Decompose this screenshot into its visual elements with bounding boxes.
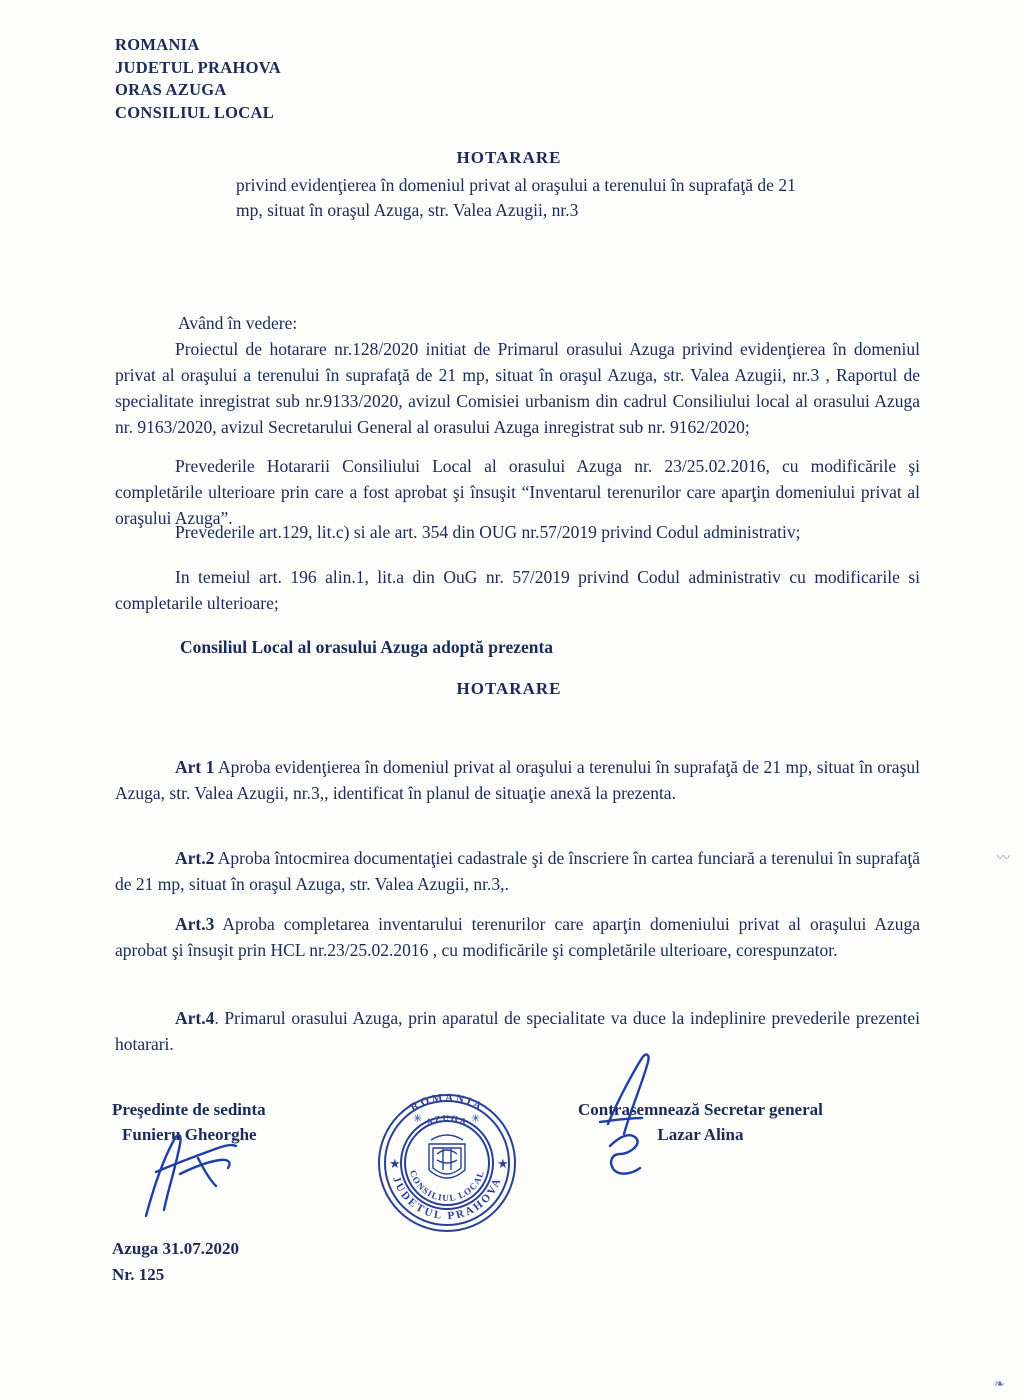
president-role: Preşedinte de sedinta	[112, 1100, 266, 1119]
subtitle-line-1: privind evidenţierea în domeniul privat al oraşului a terenului în suprafaţă de 21	[236, 175, 796, 195]
svg-text:ROMANIA: ROMANIA	[408, 1091, 486, 1114]
paragraph-prevederi-articole: Prevederile art.129, lit.c) si ale art. 354 din OUG nr.57/2019 privind Codul administrativ;	[175, 522, 801, 542]
paragraph-proiect-hotarare: Proiectul de hotarare nr.128/2020 initiat de Primarul orasului Azuga privind evidenţierea în domeniul privat al oraşului a terenului în suprafaţă de 21 mp, situat în oraşul Azuga, str. Valea Azugii, nr.3 , Raportul de specialitate inregistrat sub nr.9133/2020, avizul Comisiei urbanism din cadrul Consiliului local al orasului Azuga nr. 9163/2020, avizul Secretarului General al orasului Azuga inregistrat sub nr. 9162/2020;	[115, 339, 920, 437]
footer-number: Nr. 125	[112, 1265, 165, 1284]
page-edge-mark-top: 〰	[997, 850, 1011, 865]
adopta-statement: Consiliul Local al orasului Azuga adoptă prezenta	[180, 637, 554, 657]
article-1-text: Aproba evidenţierea în domeniul privat al oraşului a terenului în suprafaţă de 21 mp, situat în oraşul Azuga, str. Valea Azugii, nr.3,, identificat în planul de situaţie anexă la prezenta.	[115, 757, 920, 803]
secretary-name: Lazar Alina	[657, 1125, 744, 1144]
article-2-text: Aproba întocmirea documentaţiei cadastrale şi de înscriere în cartea funciară a terenului în suprafaţă de 21 mp, situat în oraşul Azuga, str. Valea Azugii, nr.3,.	[115, 848, 920, 894]
official-stamp	[367, 1078, 527, 1243]
header-line-city: ORAS AZUGA	[115, 80, 227, 99]
svg-text:✳: ✳	[471, 1113, 481, 1125]
paragraph-temei-legal: In temeiul art. 196 alin.1, lit.a din OuG nr. 57/2019 privind Codul administrativ cu modificarile si completarile ulterioare;	[115, 567, 920, 613]
svg-text:JUDETUL PRAHOVA: JUDETUL PRAHOVA	[390, 1174, 504, 1223]
document-footer	[112, 1236, 239, 1288]
paragraph-avand-in-vedere: Având în vedere:	[178, 313, 298, 333]
signature-block-president	[112, 1097, 266, 1147]
page-edge-mark-bottom: ❧	[994, 1376, 1005, 1391]
footer-place-date: Azuga 31.07.2020	[112, 1239, 240, 1258]
header-line-county: JUDETUL PRAHOVA	[115, 57, 282, 77]
institution-header	[115, 34, 281, 124]
svg-text:★: ★	[389, 1156, 401, 1171]
article-4	[115, 1005, 920, 1057]
svg-text:✳: ✳	[413, 1113, 423, 1125]
article-1-label: Art 1	[175, 757, 215, 777]
document-subtitle	[236, 173, 936, 223]
article-1	[115, 754, 920, 806]
document-title: HOTARARE	[456, 148, 562, 167]
svg-text:CONSILIUL LOCAL: CONSILIUL LOCAL	[407, 1168, 487, 1204]
article-4-text: . Primarul orasului Azuga, prin aparatul de specialitate va duce la indeplinire prevederile prezentei hotarari.	[115, 1008, 920, 1054]
article-2	[115, 845, 920, 897]
paragraph-prevederi-hcl: Prevederile Hotararii Consiliului Local al orasului Azuga nr. 23/25.02.2016, cu modificările şi completările ulterioare prin care a fost aprobat şi însuşit “Inventarul terenurilor care aparţin domeniului privat al oraşului Azuga”.	[115, 456, 920, 528]
article-3	[115, 911, 920, 963]
president-name: Funieru Gheorghe	[122, 1125, 257, 1144]
document-title-second: HOTARARE	[456, 679, 562, 698]
article-4-label: Art.4	[175, 1008, 215, 1028]
signature-block-secretary	[578, 1097, 823, 1147]
article-3-label: Art.3	[175, 914, 215, 934]
subtitle-line-2: mp, situat în oraşul Azuga, str. Valea Azugii, nr.3	[236, 200, 579, 220]
svg-text:AZUGA: AZUGA	[424, 1112, 470, 1128]
article-2-label: Art.2	[175, 848, 215, 868]
secretary-role: Contrasemnează Secretar general	[578, 1100, 823, 1119]
svg-text:★: ★	[497, 1156, 509, 1171]
header-line-country: ROMANIA	[115, 35, 200, 54]
header-line-council: CONSILIUL LOCAL	[115, 102, 275, 122]
article-3-text: Aproba completarea inventarului terenurilor care aparţin domeniului privat al oraşului Azuga aprobat şi însuşit prin HCL nr.23/25.02.2016 , cu modificările şi completările ulterioare, corespunzator.	[115, 914, 920, 960]
